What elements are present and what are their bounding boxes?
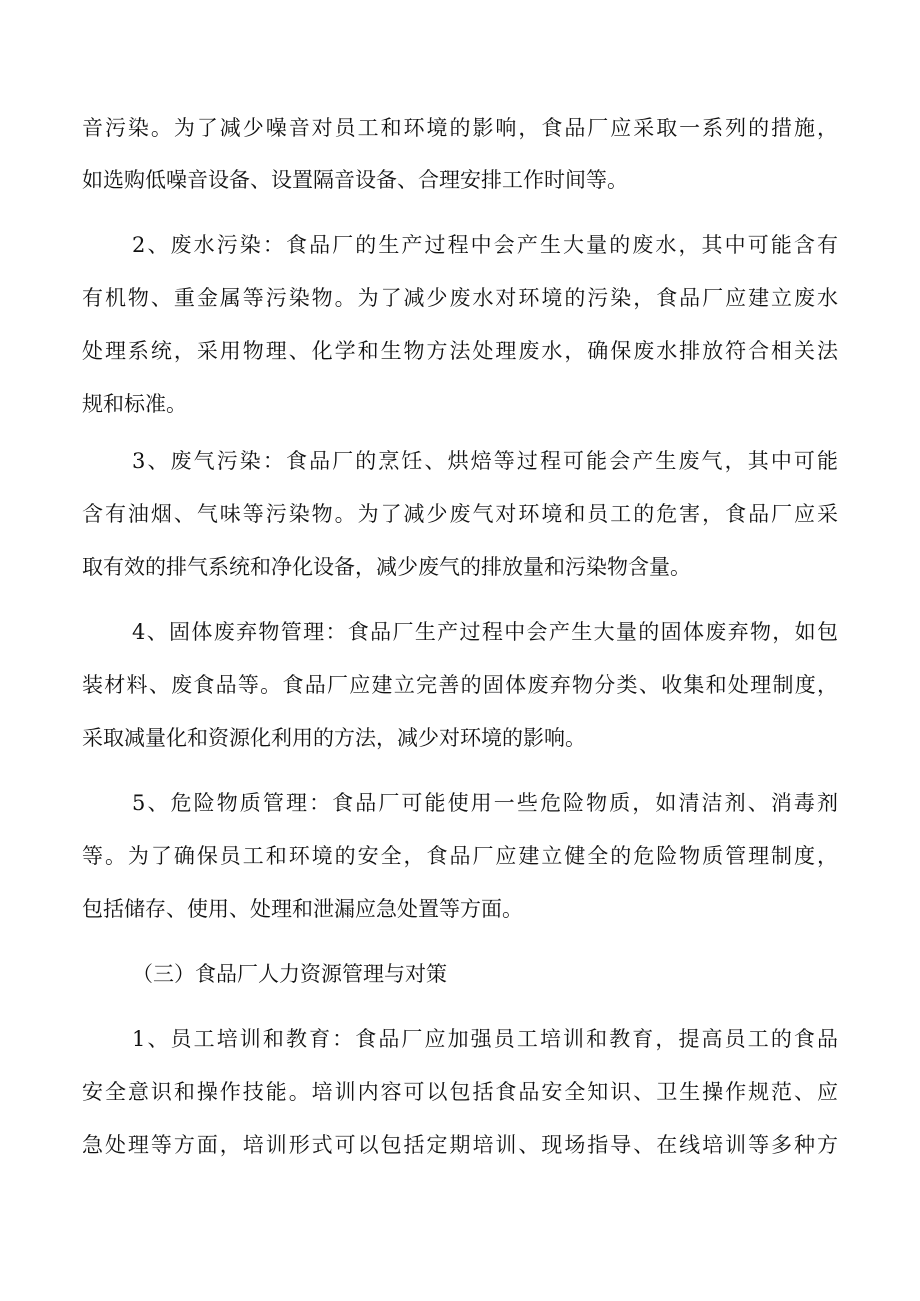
line-text: 处理系统，采用物理、化学和生物方法处理废水，确保废水排放符合相关法: [82, 339, 838, 363]
list-item-line: [0, 612, 920, 652]
paragraph-line: [0, 665, 920, 705]
line-text: 安全意识和操作技能。培训内容可以包括食品安全知识、卫生操作规范、应: [82, 1080, 838, 1104]
section-heading: [0, 954, 920, 994]
line-text: 1、员工培训和教育：食品厂应加强员工培训和教育，提高员工的食品: [132, 1027, 838, 1051]
list-item-line: [0, 441, 920, 481]
line-text: 2、废水污染：食品厂的生产过程中会产生大量的废水，其中可能含有: [132, 233, 838, 257]
heading-text: （三）食品厂人力资源管理与对策: [132, 962, 447, 986]
line-text: 音污染。为了减少噪音对员工和环境的影响，食品厂应采取一系列的措施，: [82, 116, 838, 140]
paragraph-line: [0, 547, 920, 587]
line-text: 采取减量化和资源化利用的方法，减少对环境的影响。: [82, 726, 586, 750]
line-text: 4、固体废弃物管理：食品厂生产过程中会产生大量的固体废弃物，如包: [132, 620, 838, 644]
paragraph-line: [0, 494, 920, 534]
line-text: 如选购低噪音设备、设置隔音设备、合理安排工作时间等。: [82, 168, 628, 192]
line-text: 5、危险物质管理：食品厂可能使用一些危险物质，如清洁剂、消毒剂: [132, 791, 838, 815]
paragraph-line: [0, 278, 920, 318]
paragraph-line: [0, 1072, 920, 1112]
list-item-line: [0, 1019, 920, 1059]
paragraph-line: [0, 1125, 920, 1165]
line-text: 取有效的排气系统和净化设备，减少废气的排放量和污染物含量。: [82, 555, 691, 579]
paragraph-line: [0, 108, 920, 148]
line-text: 有机物、重金属等污染物。为了减少废水对环境的污染，食品厂应建立废水: [82, 286, 838, 310]
line-text: 装材料、废食品等。食品厂应建立完善的固体废弃物分类、收集和处理制度，: [82, 673, 838, 697]
paragraph-line: [0, 718, 920, 758]
line-text: 等。为了确保员工和环境的安全，食品厂应建立健全的危险物质管理制度，: [82, 844, 838, 868]
paragraph-line: [0, 384, 920, 424]
line-text: 急处理等方面，培训形式可以包括定期培训、现场指导、在线培训等多种方: [82, 1133, 838, 1157]
line-text: 规和标准。: [82, 392, 187, 416]
paragraph-line: [0, 160, 920, 200]
line-text: 包括储存、使用、处理和泄漏应急处置等方面。: [82, 897, 523, 921]
paragraph-line: [0, 331, 920, 371]
paragraph-line: [0, 889, 920, 929]
list-item-line: [0, 225, 920, 265]
list-item-line: [0, 783, 920, 823]
line-text: 含有油烟、气味等污染物。为了减少废气对环境和员工的危害，食品厂应采: [82, 502, 838, 526]
paragraph-line: [0, 836, 920, 876]
line-text: 3、废气污染：食品厂的烹饪、烘焙等过程可能会产生废气，其中可能: [132, 449, 838, 473]
